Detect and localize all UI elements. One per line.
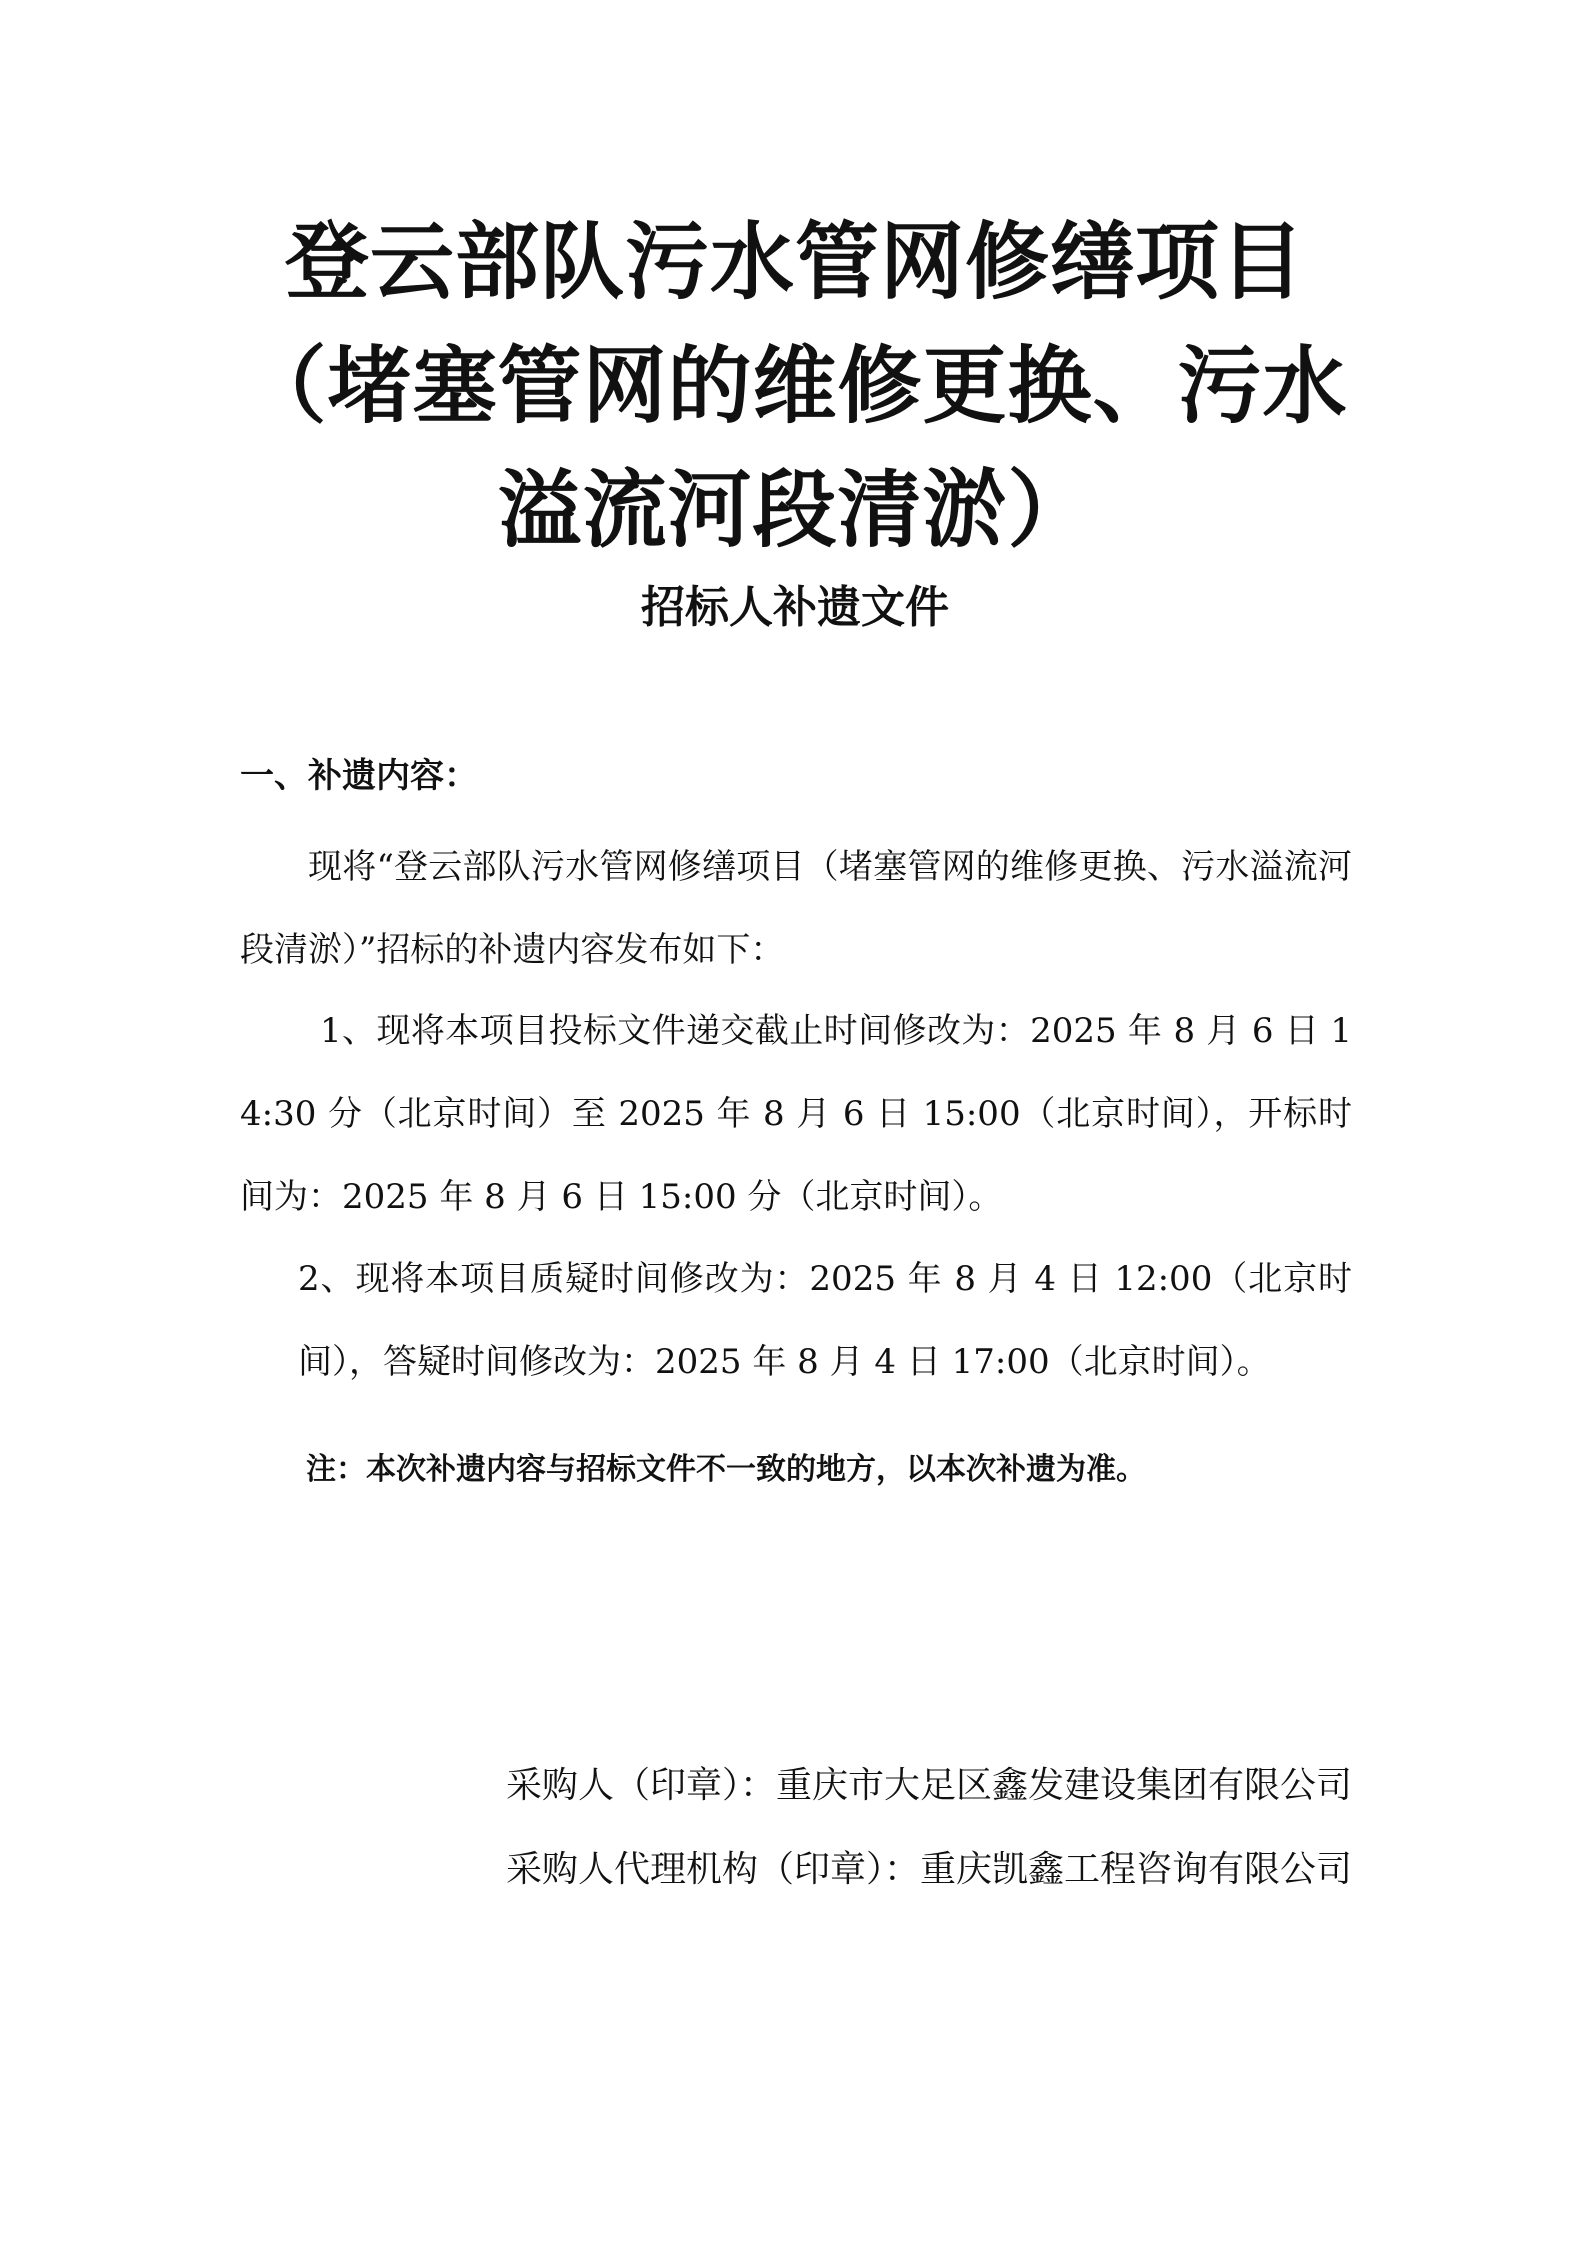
section-heading: 一、补遗内容： — [240, 756, 478, 796]
note-text: 注：本次补遗内容与招标文件不一致的地方，以本次补遗为准。 — [306, 1452, 1146, 1487]
item-2-paragraph: 2、现将本项目质疑时间修改为：2025 年 8 月 4 日 12:00（北京时间），答疑时间修改为：2025 年 8 月 4 日 17:00（北京时间）。 — [298, 1259, 1352, 1382]
document-title: 登云部队污水管网修缮项目（堵塞管网的维修更换、污水溢流河段清淤） — [242, 213, 1348, 559]
agency-signature: 采购人代理机构（印章）：重庆凯鑫工程咨询有限公司 — [505, 1849, 1352, 1890]
purchaser-signature: 采购人（印章）：重庆市大足区鑫发建设集团有限公司 — [505, 1765, 1352, 1806]
intro-paragraph: 现将“登云部队污水管网修缮项目（堵塞管网的维修更换、污水溢流河段清淤）”招标的补遗内容发布如下： — [240, 847, 1352, 970]
document-subtitle: 招标人补遗文件 — [641, 582, 949, 633]
item-1-paragraph: 1、现将本项目投标文件递交截止时间修改为：2025 年 8 月 6 日 14:30 分（北京时间）至 2025 年 8 月 6 日 15:00（北京时间），开标时间为：2025 年 8 月 6 日 15:00 分（北京时间）。 — [240, 1011, 1352, 1217]
